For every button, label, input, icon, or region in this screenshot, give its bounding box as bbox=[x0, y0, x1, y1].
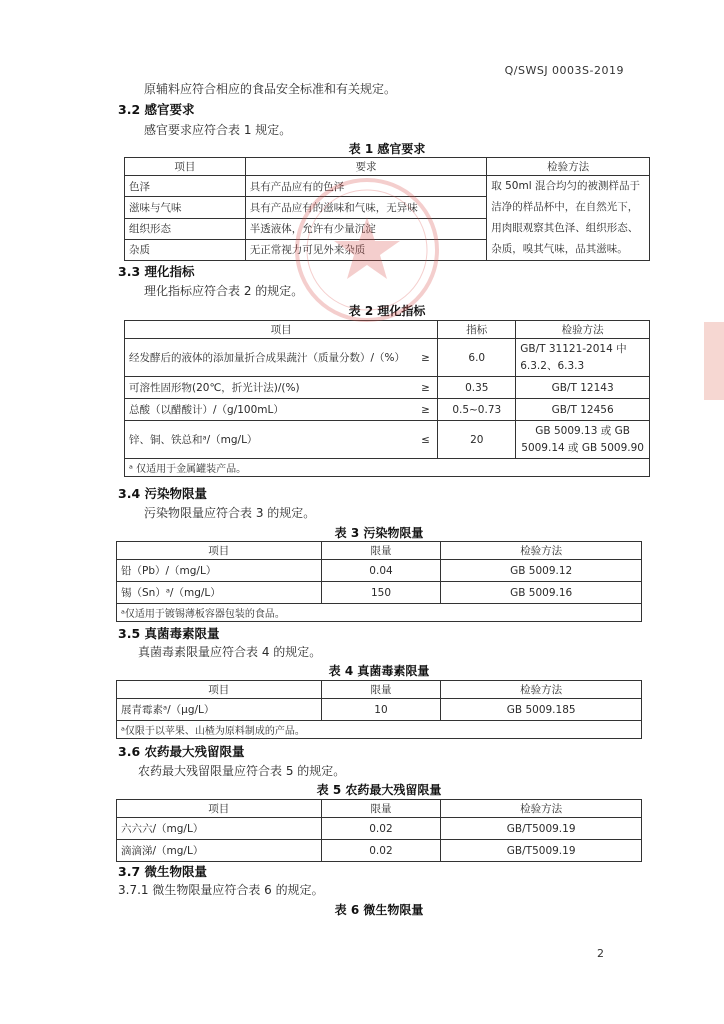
table5-header-limit: 限量 bbox=[321, 800, 441, 818]
table4-header-limit: 限量 bbox=[321, 681, 441, 699]
table3-header-item: 项目 bbox=[117, 542, 322, 560]
table2-cell-sym: ≤ bbox=[414, 421, 438, 459]
table2-cell-method: GB 5009.13 或 GB 5009.14 或 GB 5009.90 bbox=[516, 421, 650, 459]
section-3-4-heading: 3.4 污染物限量 bbox=[118, 486, 207, 501]
table1-cell-method: 取 50ml 混合均匀的被测样品于洁净的样品杯中，在自然光下，用肉眼观察其色泽、组织形态、杂质，嗅其气味，品其滋味。 bbox=[487, 176, 650, 261]
table2-cell-sym: ≥ bbox=[414, 377, 438, 399]
table2-header-value: 指标 bbox=[438, 321, 516, 339]
table2-cell-value: 20 bbox=[438, 421, 516, 459]
table1-cell-req: 具有产品应有的滋味和气味，无异味 bbox=[245, 197, 487, 218]
table4-cell-method: GB 5009.185 bbox=[441, 699, 642, 721]
table2-cell-method: GB/T 12456 bbox=[516, 399, 650, 421]
table4-mycotoxins bbox=[116, 680, 642, 739]
section-3-7-1-text: 3.7.1 微生物限量应符合表 6 的规定。 bbox=[118, 883, 324, 897]
table5-cell-method: GB/T5009.19 bbox=[441, 818, 642, 840]
table1-cell-item: 滋味与气味 bbox=[125, 197, 246, 218]
table5-cell-limit: 0.02 bbox=[321, 818, 441, 840]
table3-cell-limit: 0.04 bbox=[321, 560, 441, 582]
table3-header-limit: 限量 bbox=[321, 542, 441, 560]
page-number: 2 bbox=[597, 947, 604, 960]
table2-header-method: 检验方法 bbox=[516, 321, 650, 339]
table6-caption: 表 6 微生物限量 bbox=[334, 903, 424, 917]
table2-cell-method: GB/T 12143 bbox=[516, 377, 650, 399]
table5-caption: 表 5 农药最大残留限量 bbox=[316, 783, 442, 797]
section-3-3-heading: 3.3 理化指标 bbox=[118, 264, 195, 279]
table1-cell-item: 组织形态 bbox=[125, 218, 246, 239]
section-3-6-heading: 3.6 农药最大残留限量 bbox=[118, 744, 245, 759]
table5-cell-method: GB/T5009.19 bbox=[441, 840, 642, 862]
company-seal-stamp bbox=[292, 175, 442, 325]
table3-cell-method: GB 5009.12 bbox=[441, 560, 642, 582]
table1-header-item: 项目 bbox=[125, 158, 246, 176]
table4-cell-item: 展青霉素ᵃ/（μg/L） bbox=[117, 699, 322, 721]
table5-cell-limit: 0.02 bbox=[321, 840, 441, 862]
table2-cell-method: GB/T 31121-2014 中 6.3.2、6.3.3 bbox=[516, 339, 650, 377]
table1-header-req: 要求 bbox=[245, 158, 487, 176]
table1-cell-req: 半透液体，允许有少量沉淀 bbox=[245, 218, 487, 239]
table1-cell-req: 具有产品应有的色泽 bbox=[245, 176, 487, 197]
table4-caption: 表 4 真菌毒素限量 bbox=[328, 664, 430, 678]
table1-caption: 表 1 感官要求 bbox=[348, 142, 426, 156]
table1-cell-req: 无正常视力可见外来杂质 bbox=[245, 239, 487, 260]
table2-cell-value: 0.5~0.73 bbox=[438, 399, 516, 421]
section-3-7-heading: 3.7 微生物限量 bbox=[118, 864, 207, 879]
table5-pesticides bbox=[116, 799, 642, 862]
section-3-6-text: 农药最大残留限量应符合表 5 的规定。 bbox=[138, 764, 346, 778]
table4-header-method: 检验方法 bbox=[441, 681, 642, 699]
table5-header-item: 项目 bbox=[117, 800, 322, 818]
table2-header-item: 项目 bbox=[125, 321, 438, 339]
section-3-5-heading: 3.5 真菌毒素限量 bbox=[118, 626, 220, 641]
section-3-2-heading: 3.2 感官要求 bbox=[118, 102, 195, 117]
table2-note: ᵃ 仅适用于金属罐装产品。 bbox=[125, 459, 650, 477]
table2-cell-value: 6.0 bbox=[438, 339, 516, 377]
table1-cell-item: 杂质 bbox=[125, 239, 246, 260]
table3-contaminants bbox=[116, 541, 642, 622]
table3-note: ᵃ仅适用于镀锡薄板容器包装的食品。 bbox=[117, 604, 642, 622]
table3-cell-item: 铅（Pb）/（mg/L） bbox=[117, 560, 322, 582]
table4-header-item: 项目 bbox=[117, 681, 322, 699]
standard-code: Q/SWSJ 0003S-2019 bbox=[504, 64, 624, 77]
section-3-2-text: 感官要求应符合表 1 规定。 bbox=[144, 123, 292, 137]
table5-cell-item: 六六六/（mg/L） bbox=[117, 818, 322, 840]
table4-cell-limit: 10 bbox=[321, 699, 441, 721]
table3-cell-limit: 150 bbox=[321, 582, 441, 604]
table2-caption: 表 2 理化指标 bbox=[348, 304, 426, 318]
table1-header-method: 检验方法 bbox=[487, 158, 650, 176]
table3-cell-method: GB 5009.16 bbox=[441, 582, 642, 604]
table2-cell-item: 总酸（以醋酸计）/（g/100mL） bbox=[125, 399, 414, 421]
intro-text: 原辅料应符合相应的食品安全标准和有关规定。 bbox=[144, 82, 397, 96]
table4-note: ᵃ仅限于以苹果、山楂为原料制成的产品。 bbox=[117, 721, 642, 739]
table2-cell-item: 经发酵后的液体的添加量折合成果蔬汁（质量分数）/（%） bbox=[125, 339, 414, 377]
section-3-4-text: 污染物限量应符合表 3 的规定。 bbox=[144, 506, 316, 520]
table3-cell-item: 锡（Sn）ᵃ/（mg/L） bbox=[117, 582, 322, 604]
table2-cell-value: 0.35 bbox=[438, 377, 516, 399]
table2-cell-item: 锌、铜、铁总和ᵃ/（mg/L） bbox=[125, 421, 414, 459]
table1-cell-item: 色泽 bbox=[125, 176, 246, 197]
table2-cell-item: 可溶性固形物(20℃，折光计法)/(%) bbox=[125, 377, 414, 399]
table5-cell-item: 滴滴涕/（mg/L） bbox=[117, 840, 322, 862]
section-3-3-text: 理化指标应符合表 2 的规定。 bbox=[144, 284, 304, 298]
side-edge-mark bbox=[704, 322, 724, 400]
table2-cell-sym: ≥ bbox=[414, 339, 438, 377]
table2-physicochemical bbox=[124, 320, 650, 477]
table3-header-method: 检验方法 bbox=[441, 542, 642, 560]
section-3-5-text: 真菌毒素限量应符合表 4 的规定。 bbox=[138, 645, 322, 659]
table3-caption: 表 3 污染物限量 bbox=[334, 526, 424, 540]
table2-cell-sym: ≥ bbox=[414, 399, 438, 421]
table5-header-method: 检验方法 bbox=[441, 800, 642, 818]
